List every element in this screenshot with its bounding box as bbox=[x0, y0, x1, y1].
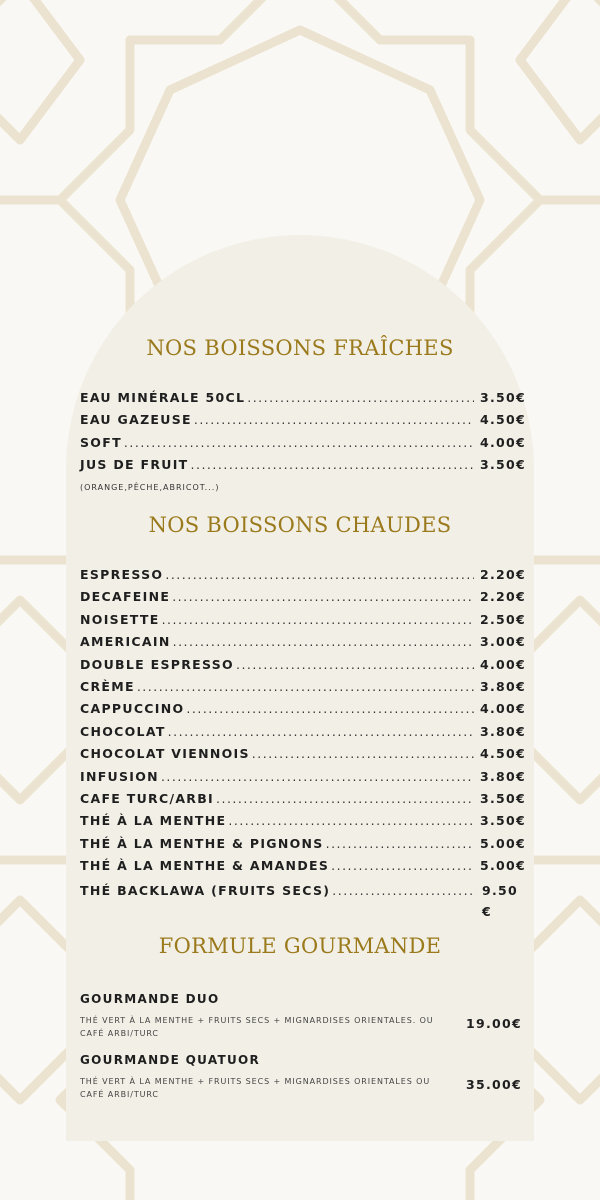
menu-item-name: THÉ À LA MENTHE & AMANDES bbox=[80, 858, 330, 874]
dot-leader bbox=[228, 813, 474, 828]
menu-item-name: DECAFEINE bbox=[80, 589, 171, 605]
menu-item-name: INFUSION bbox=[80, 768, 159, 784]
menu-item-name: NOISETTE bbox=[80, 611, 160, 627]
menu-item bbox=[80, 434, 527, 457]
menu-item bbox=[80, 768, 527, 791]
formula-description: THÉ VERT À LA MENTHE + FRUITS SECS + MIGNARDISES ORIENTALES. OU CAFÉ ARBI/TURC bbox=[80, 1016, 434, 1038]
dot-leader bbox=[332, 883, 476, 898]
menu-item bbox=[80, 790, 527, 813]
menu-item bbox=[80, 858, 527, 880]
menu-item-price: 4.50€ bbox=[480, 746, 527, 762]
dot-leader bbox=[331, 858, 474, 873]
section-title-fresh: NOS BOISSONS FRAÎCHES bbox=[146, 336, 454, 360]
menu-item-price: 3.50€ bbox=[480, 790, 527, 806]
formula-name: GOURMANDE QUATUOR bbox=[80, 1053, 261, 1067]
dot-leader bbox=[236, 657, 474, 672]
formula-item-duo bbox=[80, 992, 522, 1040]
menu-item bbox=[80, 835, 527, 858]
menu-item bbox=[80, 678, 527, 701]
menu-note: (ORANGE,PÊCHE,ABRICOT...) bbox=[80, 482, 220, 492]
menu-item-price: 3.50€ bbox=[480, 813, 527, 829]
section-title-hot: NOS BOISSONS CHAUDES bbox=[148, 513, 452, 537]
formula-description: THÉ VERT À LA MENTHE + FRUITS SECS + MIGNARDISES ORIENTALES OU CAFÉ ARBI/TURC bbox=[80, 1077, 431, 1099]
dot-leader bbox=[162, 612, 474, 627]
dot-leader bbox=[186, 701, 474, 716]
formula-price: 19.00€ bbox=[465, 1016, 522, 1031]
menu-item bbox=[80, 701, 527, 723]
menu-item-price: 3.80€ bbox=[480, 768, 527, 784]
menu-item bbox=[80, 880, 522, 924]
dot-leader bbox=[191, 457, 474, 472]
menu-item-price: 4.00€ bbox=[480, 656, 527, 672]
menu-item-name: THÉ BACKLAWA (FRUITS SECS) bbox=[80, 883, 331, 899]
menu-item bbox=[80, 746, 527, 768]
menu-item-name: JUS DE FRUIT bbox=[80, 457, 189, 473]
menu-item-name: SOFT bbox=[80, 434, 122, 450]
menu-item-price: 3.50€ bbox=[480, 457, 527, 473]
dot-leader bbox=[172, 589, 474, 604]
dot-leader bbox=[326, 836, 474, 851]
menu-item-price: 4.00€ bbox=[480, 701, 527, 717]
menu-item-name: CAPPUCCINO bbox=[80, 701, 185, 717]
menu-item-name: CHOCOLAT bbox=[80, 723, 166, 739]
menu-item bbox=[80, 813, 527, 835]
fresh-drinks-list bbox=[80, 390, 527, 492]
menu-item-price: 3.50€ bbox=[480, 390, 527, 405]
menu-item bbox=[80, 412, 527, 434]
menu-item-name: ESPRESSO bbox=[80, 567, 164, 582]
menu-item-name: DOUBLE ESPRESSO bbox=[80, 656, 234, 672]
menu-item bbox=[80, 567, 527, 589]
dot-leader bbox=[161, 769, 474, 784]
dot-leader bbox=[165, 567, 474, 582]
menu-item bbox=[80, 589, 527, 611]
menu-item-price: 3.00€ bbox=[480, 634, 527, 650]
dot-leader bbox=[137, 679, 474, 694]
menu-item-name: THÉ À LA MENTHE & PIGNONS bbox=[80, 835, 324, 851]
hot-drinks-list bbox=[80, 567, 527, 924]
dot-leader bbox=[252, 746, 474, 761]
dot-leader bbox=[173, 634, 474, 649]
menu-item-name: CHOCOLAT VIENNOIS bbox=[80, 746, 250, 762]
dot-leader bbox=[216, 791, 474, 806]
menu-item-name: CAFE TURC/ARBI bbox=[80, 790, 214, 806]
menu-item-name: EAU GAZEUSE bbox=[80, 412, 192, 428]
section-title-formula: FORMULE GOURMANDE bbox=[158, 934, 442, 958]
menu-item bbox=[80, 634, 527, 656]
menu-item bbox=[80, 723, 527, 746]
menu-item-price: 5.00€ bbox=[480, 858, 527, 874]
menu-item-price: 3.80€ bbox=[480, 678, 527, 694]
menu-item-name: AMERICAIN bbox=[80, 634, 171, 650]
menu-item-price: 4.50€ bbox=[480, 412, 527, 428]
menu-item bbox=[80, 611, 527, 634]
formula-item-quatuor bbox=[80, 1053, 522, 1101]
menu-item-name: CRÈME bbox=[80, 678, 135, 694]
menu-item-price: 3.80€ bbox=[480, 723, 527, 739]
menu-item-name: THÉ À LA MENTHE bbox=[80, 813, 227, 829]
dot-leader bbox=[168, 724, 474, 739]
dot-leader bbox=[194, 412, 474, 427]
menu-item-price: 2.50€ bbox=[480, 611, 527, 627]
formula-price: 35.00€ bbox=[465, 1077, 522, 1092]
menu-item bbox=[80, 390, 527, 412]
menu-item-price: 9.50 € bbox=[482, 883, 519, 920]
menu-item-price: 2.20€ bbox=[480, 567, 527, 582]
dot-leader bbox=[247, 390, 474, 405]
menu-item-name: EAU MINÉRALE 50CL bbox=[80, 390, 246, 405]
menu-item-price: 2.20€ bbox=[480, 589, 527, 605]
formula-name: GOURMANDE DUO bbox=[80, 992, 220, 1006]
dot-leader bbox=[124, 435, 474, 450]
menu-item bbox=[80, 457, 527, 479]
menu-item-price: 4.00€ bbox=[480, 434, 527, 450]
menu-item bbox=[80, 656, 527, 679]
menu-item-price: 5.00€ bbox=[480, 835, 527, 851]
